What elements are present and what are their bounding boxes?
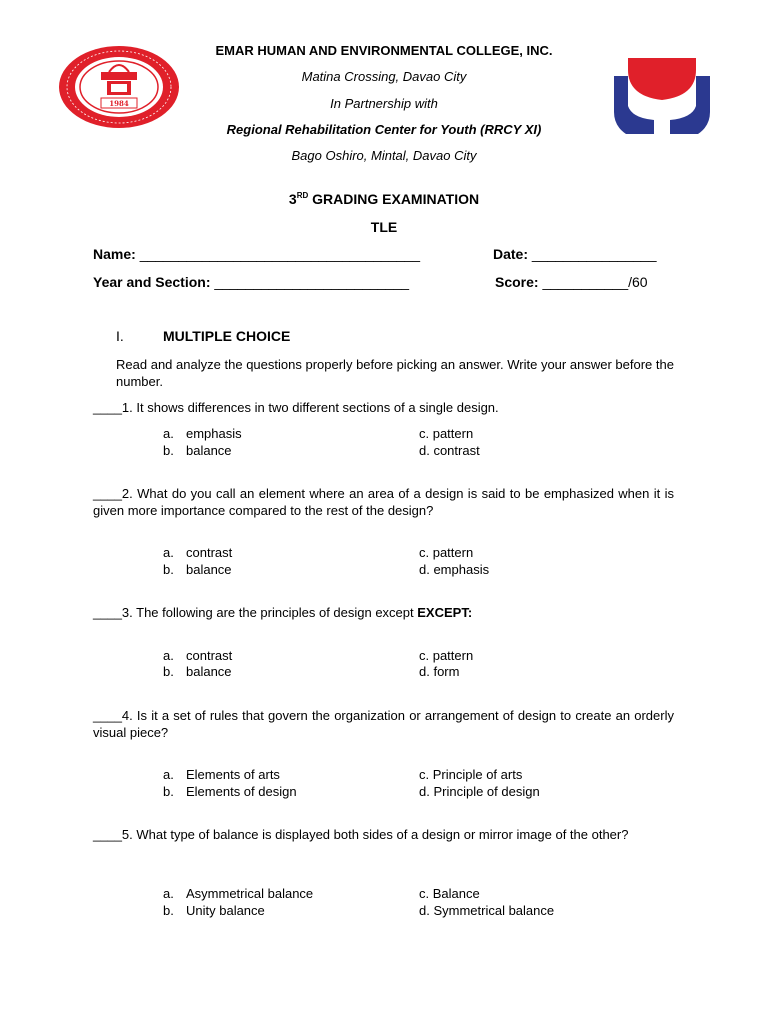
option-5b[interactable]: b. Unity balance xyxy=(163,903,265,918)
option-3b[interactable]: b. balance xyxy=(163,664,232,679)
date-field[interactable]: Date: ________________ xyxy=(493,246,657,262)
partner-name: Regional Rehabilitation Center for Youth (RRCY XI) xyxy=(226,122,542,137)
option-3d[interactable]: d. form xyxy=(419,664,460,679)
exam-subject: TLE xyxy=(370,219,398,235)
section-title: MULTIPLE CHOICE xyxy=(163,328,291,344)
option-1d[interactable]: d. contrast xyxy=(419,443,480,458)
option-4b[interactable]: b. Elements of design xyxy=(163,784,297,799)
option-2b[interactable]: b. balance xyxy=(163,562,232,577)
partnership-line: In Partnership with xyxy=(330,96,438,111)
partner-address: Bago Oshiro, Mintal, Davao City xyxy=(291,148,477,163)
option-3a[interactable]: a. contrast xyxy=(163,648,233,663)
seal-year: 1984 xyxy=(109,99,129,108)
option-1a[interactable]: a. emphasis xyxy=(163,426,242,441)
option-2d[interactable]: d. emphasis xyxy=(419,562,490,577)
college-address: Matina Crossing, Davao City xyxy=(301,69,467,84)
question-3: ____3. The following are the principles of design except EXCEPT: xyxy=(93,605,473,620)
option-2a[interactable]: a. contrast xyxy=(163,545,233,560)
option-4c[interactable]: c. Principle of arts xyxy=(419,767,523,782)
score-field[interactable]: Score: ___________/60 xyxy=(495,274,648,290)
section-number: I. xyxy=(116,328,124,344)
question-1: ____1. It shows differences in two different sections of a single design. xyxy=(93,400,499,415)
option-5c[interactable]: c. Balance xyxy=(419,886,480,901)
option-4a[interactable]: a. Elements of arts xyxy=(163,767,280,782)
option-1b[interactable]: b. balance xyxy=(163,443,232,458)
exam-title: 3RD GRADING EXAMINATION xyxy=(288,191,480,207)
option-3c[interactable]: c. pattern xyxy=(419,648,474,663)
question-5: ____5. What type of balance is displayed both sides of a design or mirror image of the other? xyxy=(93,827,629,842)
year-section-field[interactable]: Year and Section: _________________________ xyxy=(93,274,410,290)
college-name: EMAR HUMAN AND ENVIRONMENTAL COLLEGE, INC. xyxy=(215,43,553,58)
option-4d[interactable]: d. Principle of design xyxy=(419,784,540,799)
option-1c[interactable]: c. pattern xyxy=(419,426,474,441)
option-5d[interactable]: d. Symmetrical balance xyxy=(419,903,555,918)
option-2c[interactable]: c. pattern xyxy=(419,545,474,560)
name-field[interactable]: Name: ____________________________________ xyxy=(93,246,420,262)
option-5a[interactable]: a. Asymmetrical balance xyxy=(163,886,314,901)
question-4: ____4. Is it a set of rules that govern the organization or arrangement of design to create an orderly visual piece? xyxy=(93,708,674,740)
question-2: ____2. What do you call an element where an area of a design is said to be emphasized when it is given more importance compared to the rest of the design? xyxy=(93,486,674,518)
instructions: Read and analyze the questions properly before picking an answer. Write your answer before the number. xyxy=(116,357,674,389)
